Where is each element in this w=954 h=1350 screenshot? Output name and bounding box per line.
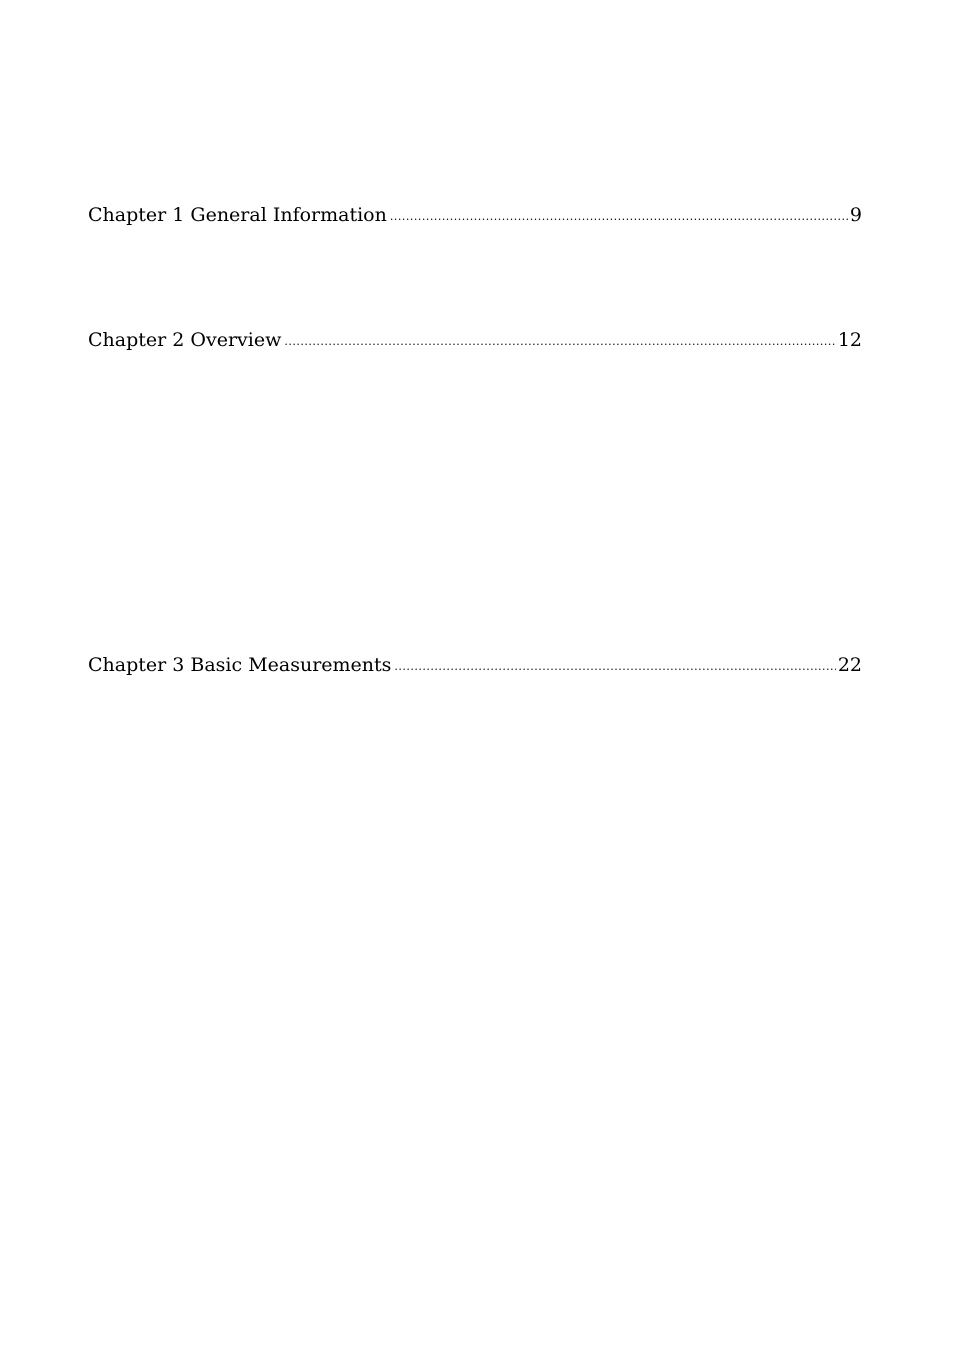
toc-entry-title: Chapter 1 General Information xyxy=(88,204,387,226)
toc-entry-page-number: 22 xyxy=(837,654,862,676)
toc-entry-page-number: 12 xyxy=(837,329,862,351)
toc-dot-leader xyxy=(390,203,848,231)
toc-dot-leader xyxy=(284,328,835,356)
toc-entry-title: Chapter 2 Overview xyxy=(88,329,282,351)
toc-entry-title: Chapter 3 Basic Measurements xyxy=(88,654,392,676)
toc-dot-leader xyxy=(394,653,835,681)
toc-entry-chapter-3[interactable] xyxy=(88,651,862,679)
toc-entry-chapter-1[interactable] xyxy=(88,201,862,229)
toc-entry-chapter-2[interactable] xyxy=(88,326,862,354)
toc-entry-page-number: 9 xyxy=(849,204,862,226)
